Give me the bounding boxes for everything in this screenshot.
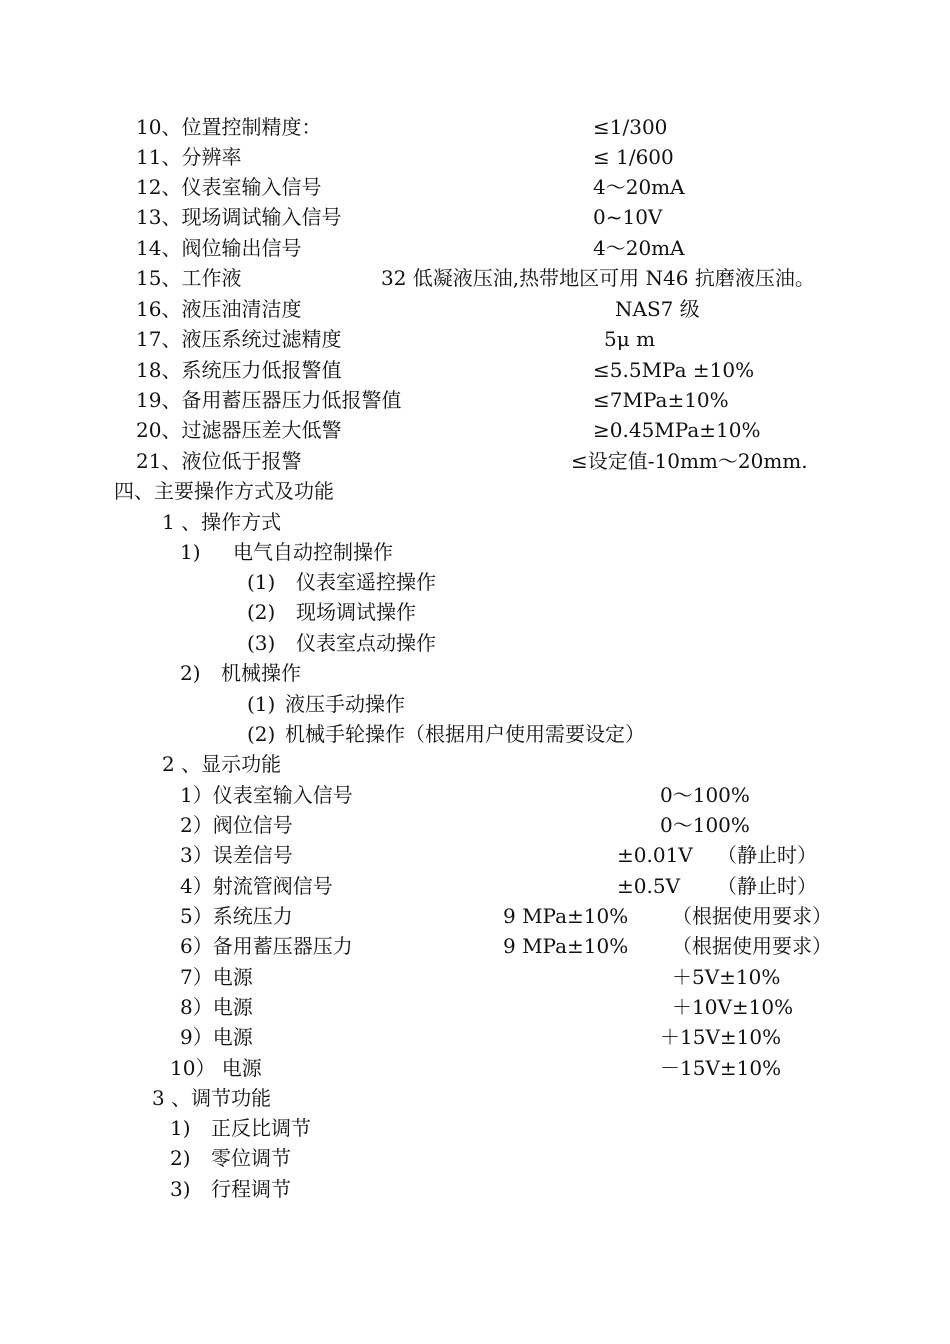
spec-label: 13、现场调试输入信号 (136, 205, 342, 229)
spec-label: 10、位置控制精度： (136, 115, 322, 139)
spec-label: 19、备用蓄压器压力低报警值 (136, 388, 402, 412)
spec-row (0, 324, 950, 354)
display-label: 5）系统压力 (180, 904, 293, 928)
display-label: 1）仪表室输入信号 (180, 783, 353, 807)
display-note: （静止时） (717, 874, 817, 898)
list-item (0, 628, 950, 658)
item-label: 现场调试操作 (296, 600, 416, 624)
display-row (0, 1053, 950, 1083)
spec-value: 5μ m (604, 327, 656, 351)
display-label: 10） 电源 (170, 1056, 262, 1080)
spec-label: 16、液压油清洁度 (136, 297, 302, 321)
item-number: (3) (247, 631, 276, 655)
item-label: 零位调节 (211, 1146, 291, 1170)
display-note: （根据使用要求） (672, 934, 832, 958)
spec-row (0, 172, 950, 202)
display-value: 9 MPa±10% (503, 934, 629, 958)
display-value: ＋15V±10% (660, 1025, 782, 1049)
spec-label: 14、阀位输出信号 (136, 236, 302, 260)
subsection-heading (0, 507, 950, 537)
list-item (0, 567, 950, 597)
item-label: 正反比调节 (211, 1116, 311, 1140)
spec-row (0, 446, 950, 476)
display-label: 9）电源 (180, 1025, 253, 1049)
display-note: （根据使用要求） (672, 904, 832, 928)
spec-value: ≤7MPa±10% (593, 388, 729, 412)
spec-label: 17、液压系统过滤精度 (136, 327, 342, 351)
subsection-heading-text: 3 、调节功能 (152, 1086, 272, 1110)
item-number: (1) (247, 570, 276, 594)
spec-label: 18、系统压力低报警值 (136, 358, 342, 382)
spec-label: 20、过滤器压差大低警 (136, 418, 342, 442)
display-value: ±0.01V (617, 843, 693, 867)
item-label: 机械操作 (221, 661, 301, 685)
item-label: 仪表室遥控操作 (296, 570, 436, 594)
item-label: 电气自动控制操作 (233, 540, 393, 564)
subsection-heading-text: 1 、操作方式 (162, 510, 282, 534)
display-row (0, 931, 950, 961)
list-item (0, 537, 950, 567)
display-label: 2）阀位信号 (180, 813, 293, 837)
section-heading (0, 476, 950, 506)
display-row (0, 901, 950, 931)
spec-label: 11、分辨率 (136, 145, 242, 169)
spec-value: ≤5.5MPa ±10% (593, 358, 755, 382)
display-note: （静止时） (717, 843, 817, 867)
spec-row (0, 415, 950, 445)
subsection-heading (0, 1083, 950, 1113)
item-number: 2) (170, 1146, 191, 1170)
item-number: 3) (170, 1177, 191, 1201)
list-item (0, 689, 950, 719)
display-row (0, 962, 950, 992)
subsection-heading-text: 2 、显示功能 (162, 752, 282, 776)
item-number: 1) (180, 540, 201, 564)
display-value: 0～100% (660, 813, 750, 837)
item-label: 机械手轮操作（根据用户使用需要设定） (285, 722, 645, 746)
item-number: (2) (247, 722, 276, 746)
spec-row (0, 385, 950, 415)
item-number: 1) (170, 1116, 191, 1140)
spec-row (0, 294, 950, 324)
display-value: 9 MPa±10% (503, 904, 629, 928)
display-label: 7）电源 (180, 965, 253, 989)
list-item (0, 597, 950, 627)
display-value: ＋10V±10% (672, 995, 794, 1019)
display-row (0, 840, 950, 870)
spec-row (0, 355, 950, 385)
list-item (0, 1113, 950, 1143)
section-heading-text: 四、主要操作方式及功能 (114, 479, 334, 503)
display-row (0, 780, 950, 810)
spec-value: ≤设定值-10mm～20mm. (571, 449, 808, 473)
spec-value: 4～20mA (593, 175, 685, 199)
display-value: ±0.5V (617, 874, 681, 898)
display-value: 0～100% (660, 783, 750, 807)
spec-row (0, 142, 950, 172)
display-label: 4）射流管阀信号 (180, 874, 333, 898)
spec-label: 12、仪表室输入信号 (136, 175, 322, 199)
item-label: 液压手动操作 (285, 692, 405, 716)
spec-row (0, 202, 950, 232)
spec-value: 4～20mA (593, 236, 685, 260)
subsection-heading (0, 749, 950, 779)
display-label: 8）电源 (180, 995, 253, 1019)
spec-value: ≤1/300 (593, 115, 668, 139)
list-item (0, 719, 950, 749)
item-number: 2) (180, 661, 201, 685)
spec-value: NAS7 级 (615, 297, 700, 321)
spec-value: 0~10V (593, 205, 663, 229)
display-value: －15V±10% (660, 1056, 782, 1080)
display-row (0, 992, 950, 1022)
item-label: 仪表室点动操作 (296, 631, 436, 655)
item-number: (2) (247, 600, 276, 624)
spec-row (0, 233, 950, 263)
spec-label: 15、工作液 (136, 266, 242, 290)
item-label: 行程调节 (211, 1177, 291, 1201)
list-item (0, 1174, 950, 1204)
spec-label: 21、液位低于报警 (136, 449, 302, 473)
display-label: 3）误差信号 (180, 843, 293, 867)
display-value: ＋5V±10% (672, 965, 781, 989)
item-number: (1) (247, 692, 276, 716)
display-row (0, 871, 950, 901)
list-item (0, 1143, 950, 1173)
spec-row (0, 112, 950, 142)
spec-row (0, 263, 950, 293)
spec-value: ≤ 1/600 (593, 145, 674, 169)
display-row (0, 1022, 950, 1052)
spec-value: 32 低凝液压油,热带地区可用 N46 抗磨液压油。 (381, 266, 815, 290)
list-item (0, 658, 950, 688)
spec-value: ≥0.45MPa±10% (593, 418, 761, 442)
display-label: 6）备用蓄压器压力 (180, 934, 353, 958)
display-row (0, 810, 950, 840)
